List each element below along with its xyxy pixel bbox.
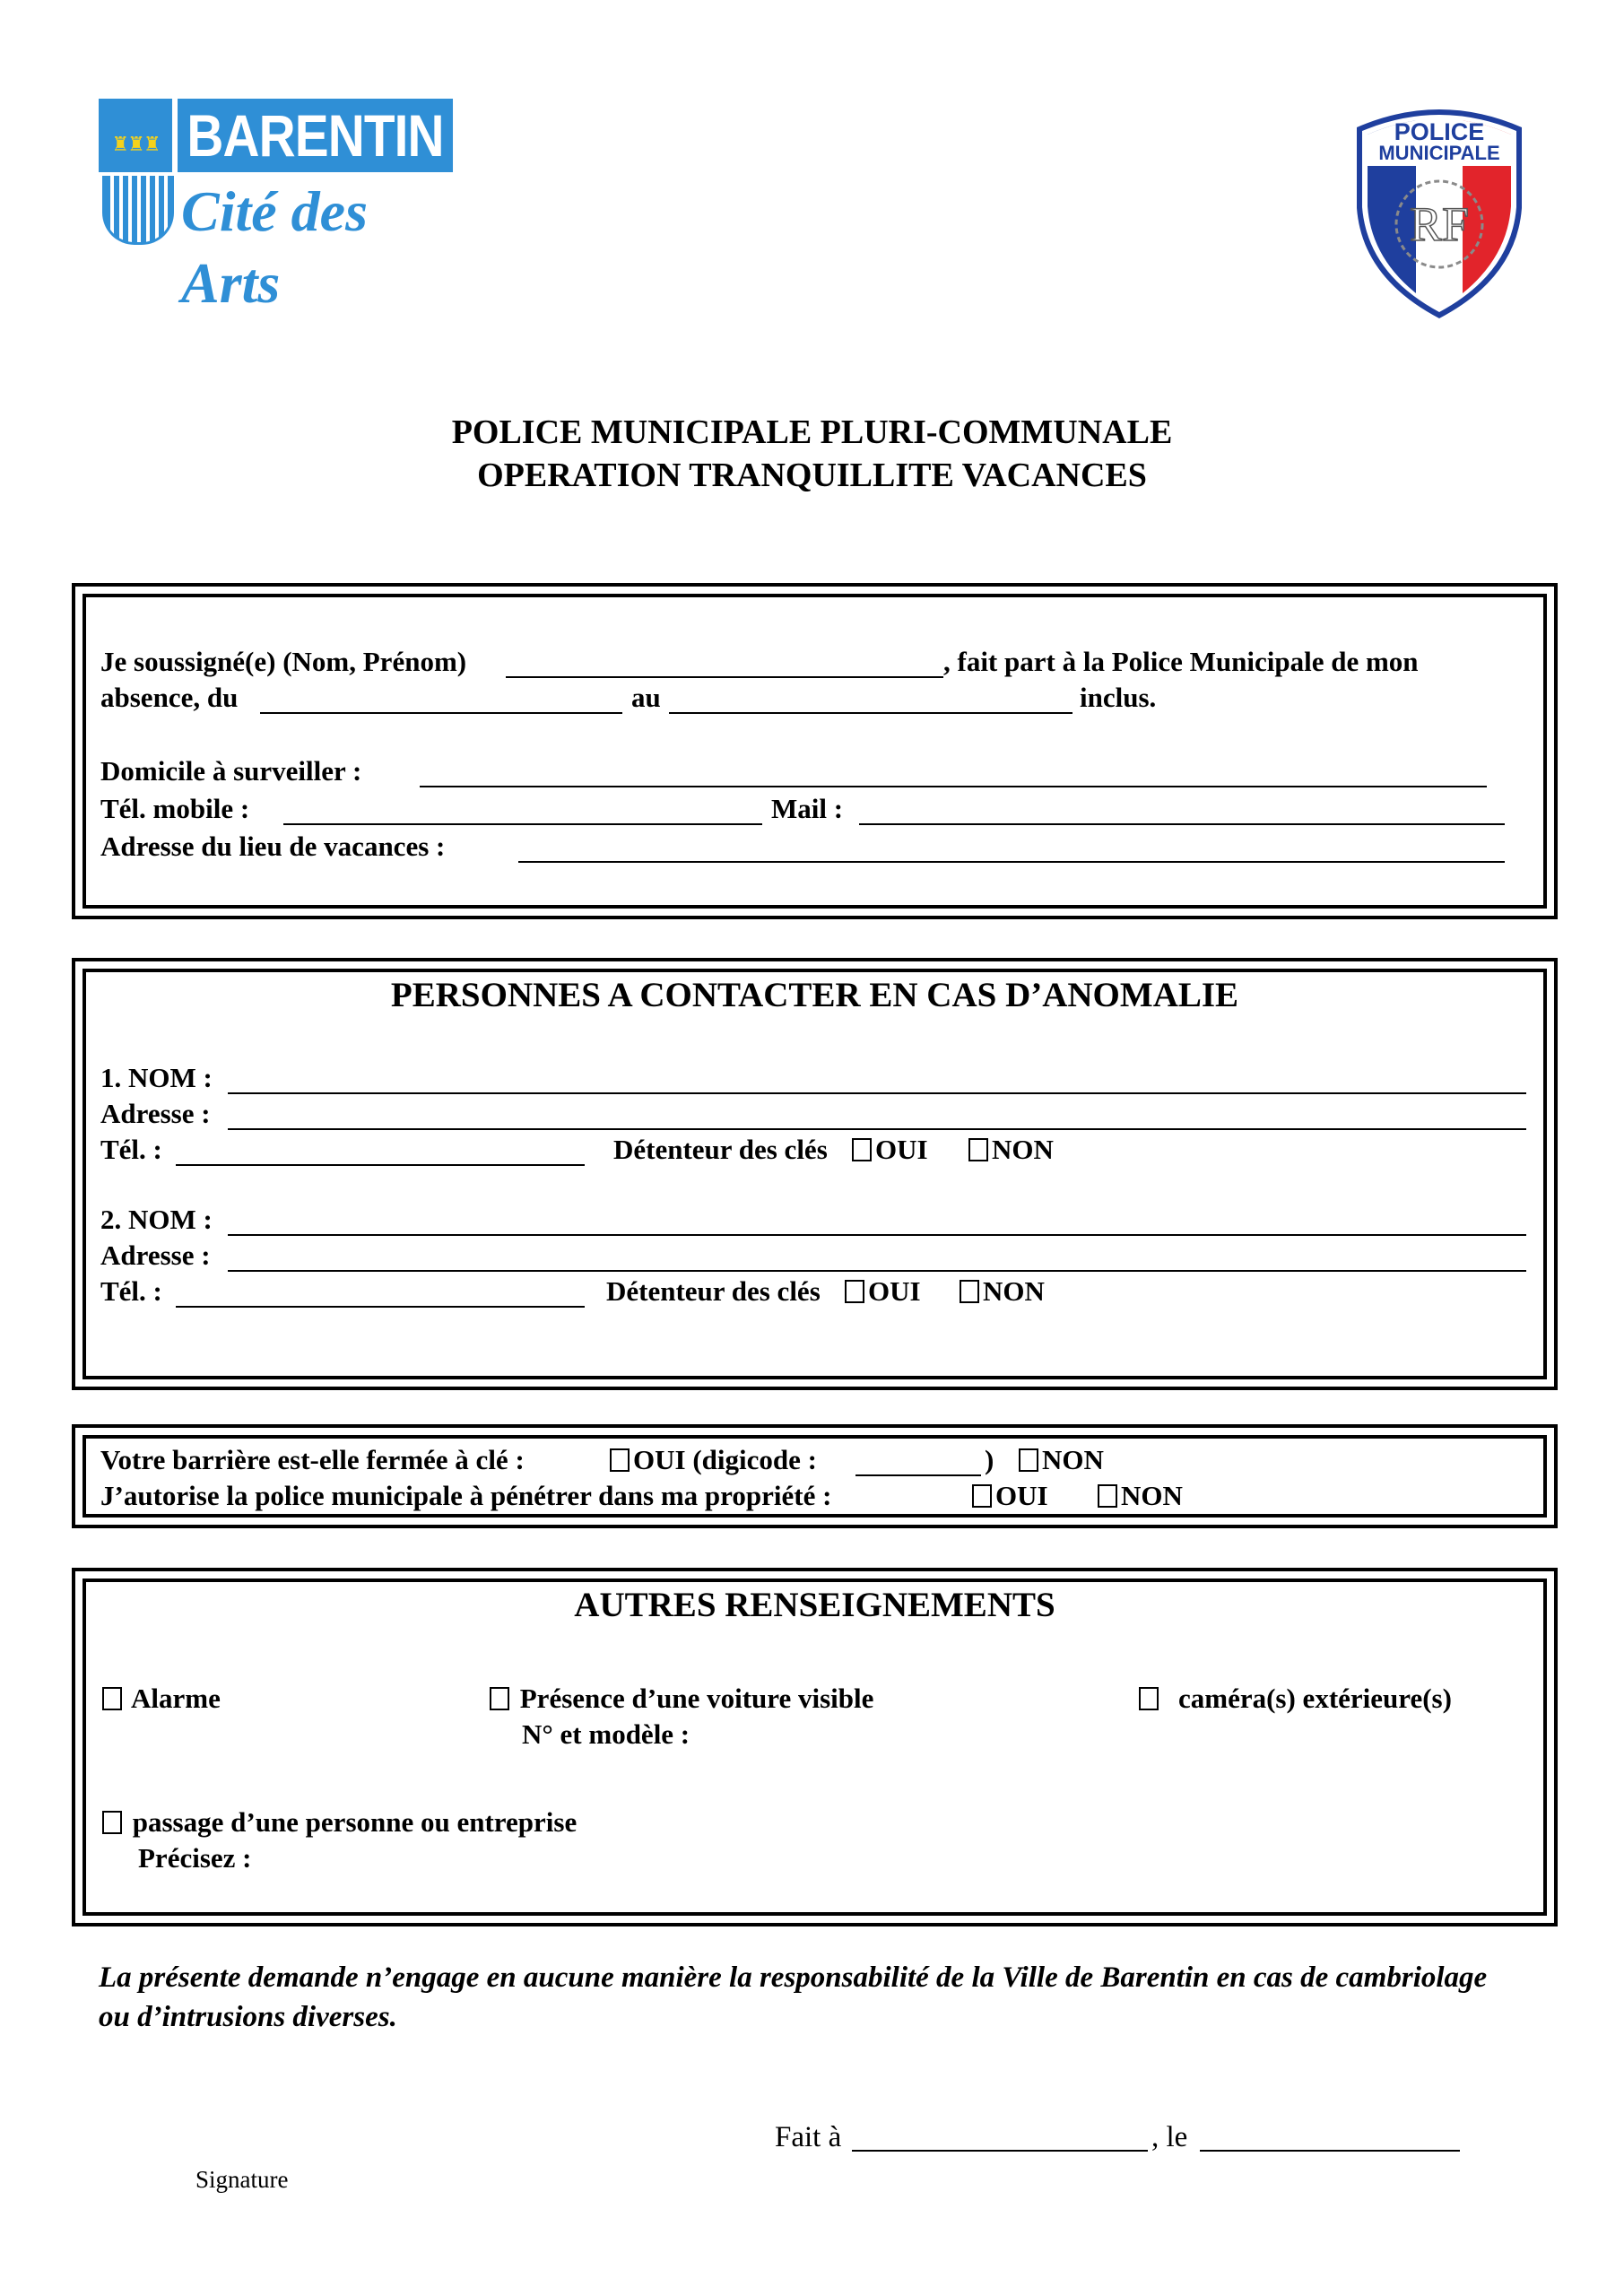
checkbox-icon [845,1280,864,1303]
police-badge-icon [1350,99,1529,318]
digicode-field[interactable] [855,1474,981,1476]
tel-mobile-label: Tél. mobile : [100,793,250,824]
mail-label: Mail : [771,793,844,824]
person1-adresse-label: Adresse : [100,1098,211,1129]
person2-nom-label: 2. NOM : [100,1204,213,1235]
end-date-field[interactable] [669,712,1073,714]
barriere-oui-label: OUI (digicode : [633,1444,817,1475]
badge-line2: MUNICIPALE [1378,142,1500,164]
city-name: BARENTIN [178,99,453,172]
inclus-label: inclus. [1080,682,1157,713]
mail-field[interactable] [859,823,1505,825]
city-shield-icon: ♜♜♜ [99,99,172,251]
autres-title: AUTRES RENSEIGNEMENTS [574,1586,1055,1624]
passage-checkbox[interactable] [102,1805,577,1840]
page-title-line1: POLICE MUNICIPALE PLURI-COMMUNALE [451,413,1173,451]
contacts-title: PERSONNES A CONTACTER EN CAS D’ANOMALIE [390,976,1239,1014]
camera-label: caméra(s) extérieure(s) [1178,1683,1452,1714]
fait-a-label: Fait à [775,2121,842,2153]
barentin-logo [99,99,453,315]
adresse-vacances-field[interactable] [518,861,1505,863]
checkbox-icon [852,1138,872,1161]
fait-a-field[interactable] [852,2150,1148,2152]
person1-oui-label: OUI [875,1134,928,1165]
person2-oui-label: OUI [868,1275,921,1307]
person1-oui-checkbox[interactable] [852,1132,928,1168]
person2-adresse-field[interactable] [228,1270,1526,1272]
person2-adresse-label: Adresse : [100,1239,211,1271]
fait-a-line [775,2118,1188,2157]
person1-nom-field[interactable] [228,1092,1526,1094]
person1-adresse-field[interactable] [228,1128,1526,1130]
digicode-close: ) [985,1444,994,1475]
au-label: au [631,682,661,713]
checkbox-icon [960,1280,979,1303]
checkbox-icon [972,1484,992,1508]
precisez-label: Précisez : [138,1842,252,1874]
absence-du-label: absence, du [100,682,239,713]
signature-label: Signature [195,2166,289,2193]
contacts-box [72,958,1558,1390]
autorise-oui-label: OUI [995,1480,1048,1511]
checkbox-icon [1098,1484,1117,1508]
barriere-non-label: NON [1042,1444,1104,1475]
person2-keys-label: Détenteur des clés [606,1275,821,1307]
domicile-label: Domicile à surveiller : [100,755,362,787]
badge-line1: POLICE [1394,118,1485,145]
autorise-non-checkbox[interactable] [1098,1478,1183,1514]
name-field[interactable] [506,676,943,678]
barriere-non-checkbox[interactable] [1019,1442,1104,1478]
voiture-label: Présence d’une voiture visible [519,1683,874,1714]
date-field[interactable] [1200,2150,1460,2152]
checkbox-icon [1019,1448,1038,1472]
city-tagline: Cité des Arts [181,179,368,315]
person1-tel-label: Tél. : [100,1134,162,1165]
le-label: , le [1151,2121,1188,2153]
checkbox-icon [102,1811,122,1834]
intro-label: Je soussigné(e) (Nom, Prénom) [100,646,467,677]
fait-part-label: , fait part à la Police Municipale de mon [943,646,1419,677]
checkbox-icon [490,1687,509,1710]
person2-tel-label: Tél. : [100,1275,162,1307]
alarme-checkbox[interactable] [102,1681,221,1717]
camera-checkbox[interactable] [1139,1681,1452,1717]
person2-non-checkbox[interactable] [960,1274,1045,1309]
access-box [72,1424,1558,1528]
autres-box [72,1568,1558,1926]
person2-tel-field[interactable] [176,1306,585,1308]
person2-oui-checkbox[interactable] [845,1274,921,1309]
autorise-label: J’autorise la police municipale à pénétrer dans ma propriété : [100,1480,832,1511]
checkbox-icon [102,1687,122,1710]
adresse-vacances-label: Adresse du lieu de vacances : [100,831,446,862]
badge-monogram: RF [1409,197,1470,251]
checkbox-icon [610,1448,630,1472]
alarme-label: Alarme [131,1683,221,1714]
checkbox-icon [1139,1687,1159,1710]
person1-non-checkbox[interactable] [968,1132,1054,1168]
person1-keys-label: Détenteur des clés [613,1134,828,1165]
tel-mobile-field[interactable] [283,823,762,825]
barriere-oui-checkbox[interactable] [610,1442,817,1478]
police-municipale-badge [1350,99,1529,318]
passage-label: passage d’une personne ou entreprise [132,1806,578,1838]
disclaimer-text: La présente demande n’engage en aucune manière la responsabilité de la Ville de Barentin en cas de cambriolage ou d’intrusions diverses. [99,1961,1488,2033]
identity-box [72,583,1558,919]
autorise-oui-checkbox[interactable] [972,1478,1048,1514]
autorise-non-label: NON [1121,1480,1183,1511]
barriere-label: Votre barrière est-elle fermée à clé : [100,1444,525,1475]
start-date-field[interactable] [260,712,622,714]
person2-nom-field[interactable] [228,1234,1526,1236]
checkbox-icon [968,1138,988,1161]
person1-nom-label: 1. NOM : [100,1062,213,1093]
person1-non-label: NON [992,1134,1054,1165]
voiture-checkbox[interactable] [490,1681,873,1717]
person1-tel-field[interactable] [176,1164,585,1166]
page-title-line2: OPERATION TRANQUILLITE VACANCES [477,457,1147,494]
modele-label: N° et modèle : [522,1718,690,1750]
domicile-field[interactable] [420,786,1487,787]
person2-non-label: NON [983,1275,1045,1307]
